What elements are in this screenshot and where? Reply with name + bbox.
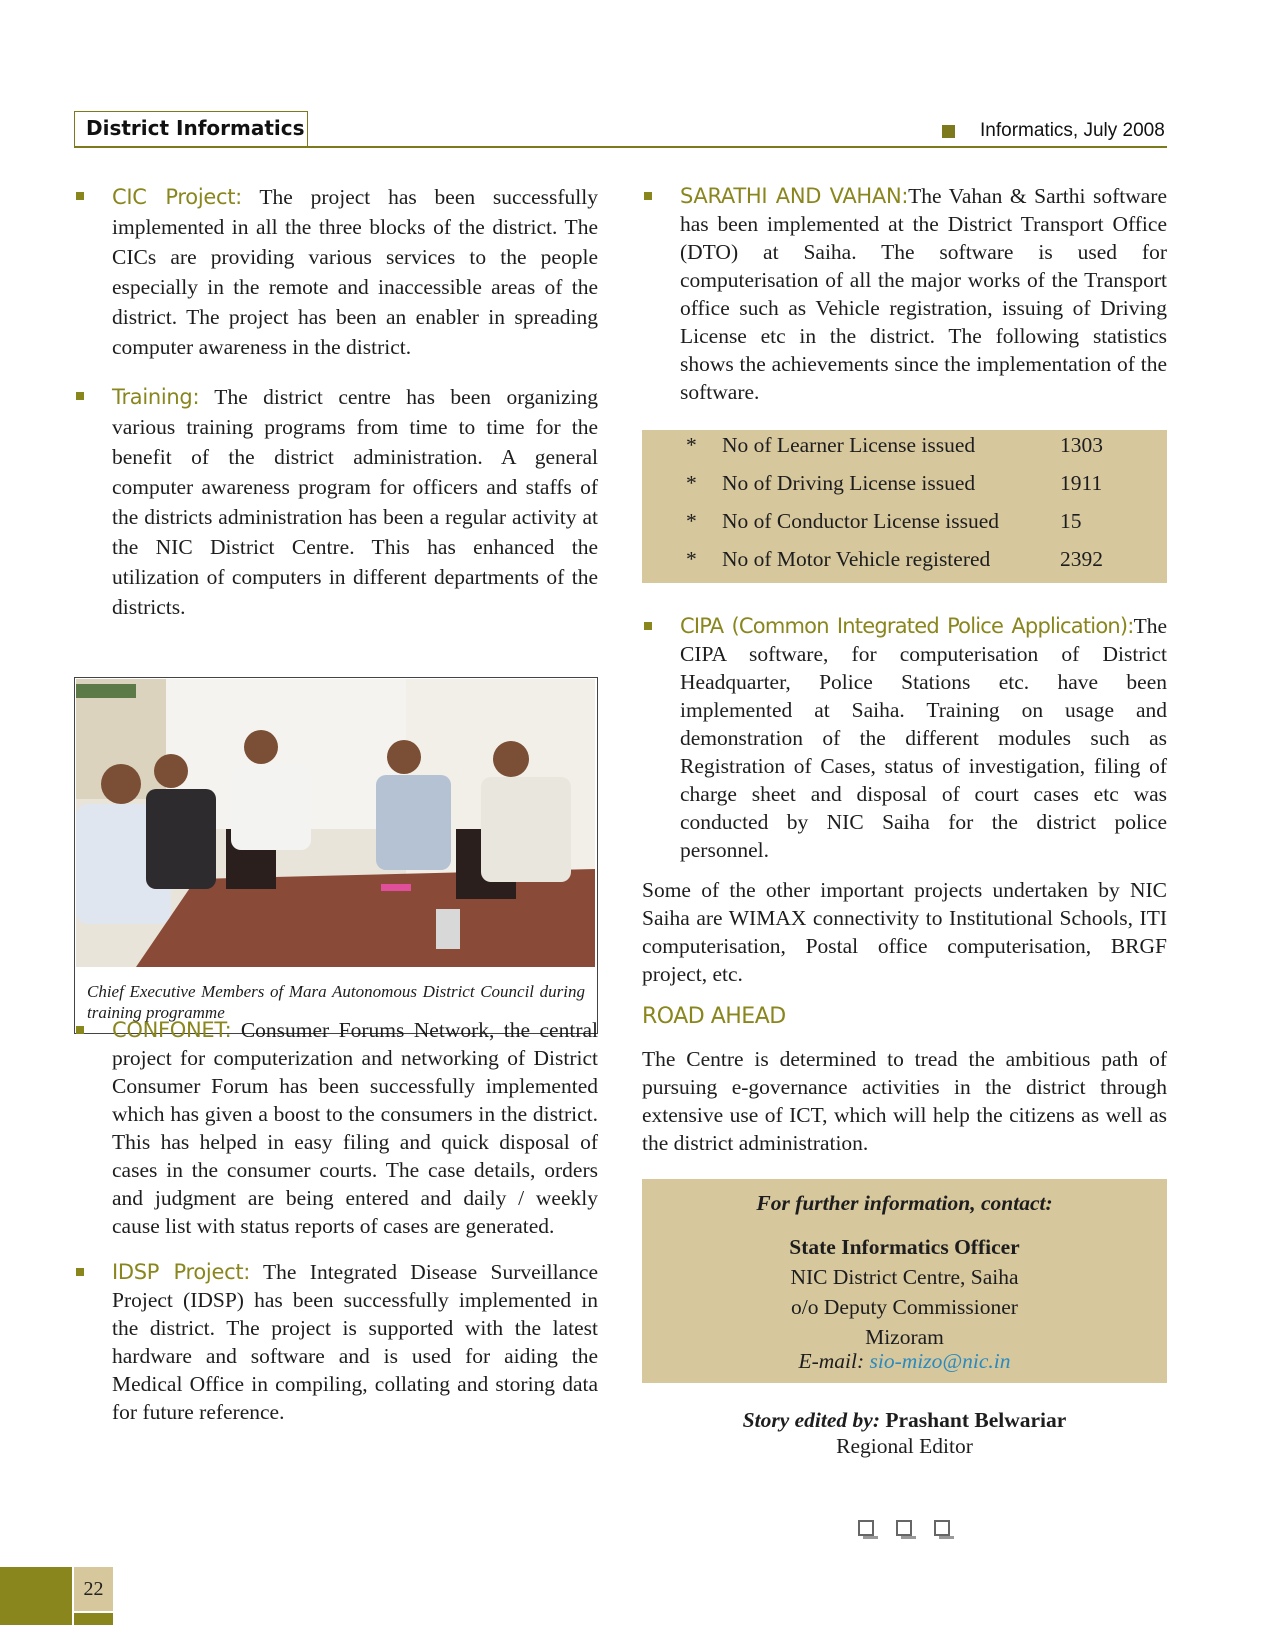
page-number: 22 [74, 1567, 113, 1611]
email-label: E-mail: [798, 1349, 870, 1373]
right-column-lower [642, 612, 1167, 1157]
cipa-title: CIPA (Common Integrated Police Application): [680, 614, 1134, 638]
sarathi-item [642, 182, 1167, 406]
end-box-icon [934, 1520, 950, 1536]
header-rule [74, 146, 1167, 148]
header-square-icon [942, 125, 955, 138]
contact-email-line [642, 1349, 1167, 1374]
bullet-square-icon [76, 1268, 84, 1276]
training-item [74, 382, 598, 622]
editor-name: Prashant Belwariar [880, 1408, 1067, 1432]
stat-value: 1911 [1060, 471, 1103, 495]
contact-line: Mizoram [865, 1325, 944, 1349]
bullet-square-icon [644, 622, 652, 630]
sarathi-title: SARATHI AND VAHAN: [680, 184, 909, 208]
stat-row: * No of Driving License issued 1911 [686, 471, 1103, 495]
left-column-lower [74, 1016, 598, 1426]
bullet-square-icon [644, 192, 652, 200]
editor-role: Regional Editor [836, 1434, 973, 1458]
left-column [74, 182, 598, 622]
story-editor [642, 1407, 1167, 1459]
stat-value: 1303 [1060, 433, 1103, 457]
bullet-square-icon [76, 1026, 84, 1034]
training-text: The district centre has been organizing various training programs from time to time for the benefit of the district administration. A general computer awareness program for officers and staffs of the districts administration has been a regular activity at the NIC District Centre. This has enhanced the utilization of computers in different departments of the districts. [112, 385, 598, 619]
contact-heading: For further information, contact: [756, 1191, 1053, 1215]
road-ahead-paragraph: The Centre is determined to tread the ambitious path of pursuing e-governance activities in the district through extensive use of ICT, which will help the citizens as well as the district administration. [642, 1047, 1167, 1155]
stat-row: * No of Conductor License issued 15 [686, 509, 1082, 533]
contact-name: State Informatics Officer [789, 1235, 1020, 1259]
stat-row: * No of Learner License issued 1303 [686, 433, 1103, 457]
end-box-icon [858, 1520, 874, 1536]
footer-block [0, 1567, 72, 1625]
contact-line: NIC District Centre, Saiha [790, 1265, 1019, 1289]
stat-value: 15 [1060, 509, 1082, 533]
end-box-icon [896, 1520, 912, 1536]
email-link[interactable]: sio-mizo@nic.in [869, 1349, 1011, 1373]
cic-item [74, 182, 598, 362]
stat-label: No of Learner License issued [722, 433, 976, 457]
sarathi-text: The Vahan & Sarthi software has been implemented at the District Transport Office (DTO) at Saiha. The software is used for computerisation of all the major works of the Transport office such as Vehicle registration, issuing of Driving License etc in the district. The following statistics shows the achievements since the implementation of the software. [680, 184, 1167, 404]
other-projects-paragraph: Some of the other important projects undertaken by NIC Saiha are WIMAX connectivity to Institutional Schools, ITI computerisation, Postal office computerisation, BRGF project, etc. [642, 878, 1167, 986]
stat-label: No of Conductor License issued [722, 509, 1000, 533]
contact-line: o/o Deputy Commissioner [791, 1295, 1018, 1319]
right-column [642, 182, 1167, 406]
stat-row: * No of Motor Vehicle registered 2392 [686, 547, 1103, 571]
photo-caption: Chief Executive Members of Mara Autonomous District Council during training programme [87, 982, 585, 1022]
footer-bar [74, 1613, 113, 1625]
stat-label: No of Driving License issued [722, 471, 976, 495]
cic-text: The project has been successfully implemented in all the three blocks of the district. The CICs are providing various services to the people especially in the remote and inaccessible areas of the district. The project has been an enabler in spreading computer awareness in the district. [112, 185, 598, 359]
idsp-title: IDSP Project: [112, 1260, 251, 1284]
cic-title: CIC Project: [112, 185, 242, 209]
cipa-text: The CIPA software, for computerisation of District Headquarter, Police Stations etc. have been implemented at Saiha. Training on usage and demonstration of the different modules such as Registration of Cases, status of investigation, filing of charge sheet and disposal of court cases etc was conducted by NIC Saiha for the district police personnel. [680, 614, 1167, 862]
stat-label: No of Motor Vehicle registered [722, 547, 991, 571]
stat-value: 2392 [1060, 547, 1103, 571]
issue-label: Informatics, July 2008 [980, 120, 1165, 141]
training-title: Training: [112, 385, 200, 409]
training-photo [74, 677, 598, 1034]
cipa-item [642, 612, 1167, 864]
bullet-square-icon [76, 392, 84, 400]
editor-label: Story edited by: [742, 1408, 880, 1432]
bullet-square-icon [76, 192, 84, 200]
training-photo-image [76, 679, 595, 967]
confonet-title: CONFONET: [112, 1018, 232, 1042]
road-ahead-heading: ROAD AHEAD [642, 1004, 786, 1029]
confonet-text: Consumer Forums Network, the central project for computerization and networking of District Consumer Forum has been successfully implemented which has given a boost to the consumers in the district. This has helped in easy filing and quick disposal of cases in the consumer courts. The case details, orders and judgment are being entered and daily / weekly cause list with status reports of cases are generated. [112, 1018, 598, 1238]
idsp-item [74, 1258, 598, 1426]
license-stats-table [642, 430, 1167, 583]
idsp-text: The Integrated Disease Surveillance Project (IDSP) has been successfully implemented in the district. The project is supported with the latest hardware and software and is used for aiding the Medical Office in compiling, collating and storing data for future reference. [112, 1260, 598, 1424]
confonet-item [74, 1016, 598, 1240]
section-title: District Informatics [74, 111, 308, 147]
contact-box [642, 1179, 1167, 1383]
